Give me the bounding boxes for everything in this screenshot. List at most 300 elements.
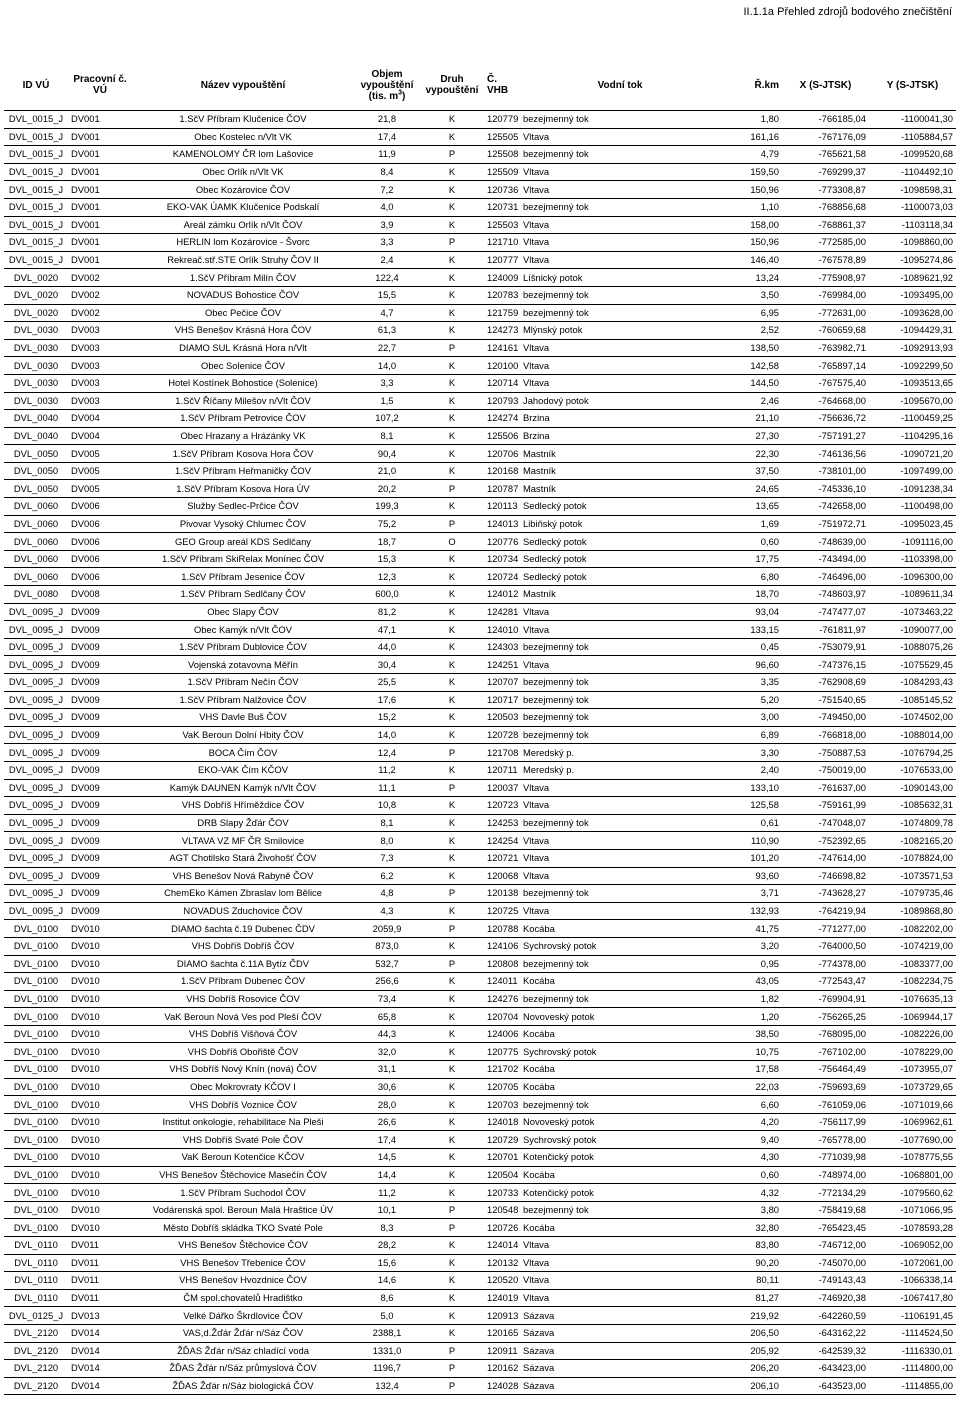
table-row xyxy=(4,1272,956,1290)
cell-river: bezejmenný tok xyxy=(523,729,589,741)
cell-vhb: 120503 xyxy=(487,711,519,723)
cell-pracovni: DV006 xyxy=(71,517,100,529)
cell-type: K xyxy=(448,1133,456,1145)
cell-id: DVL_0100 xyxy=(13,1028,59,1040)
cell-y: -1073729,65 xyxy=(900,1080,953,1092)
cell-river: bezejmenný tok xyxy=(523,641,589,653)
cell-type: K xyxy=(448,113,456,125)
cell-id: DVL_0125_J xyxy=(8,1309,64,1321)
cell-x: -764219,94 xyxy=(818,905,866,917)
cell-id: DVL_0110 xyxy=(14,1274,58,1286)
cell-volume: 8,3 xyxy=(380,1221,394,1233)
cell-y: -1069052,00 xyxy=(900,1239,953,1251)
cell-river: bezejmenný tok xyxy=(523,957,589,969)
cell-id: DVL_0110 xyxy=(14,1256,58,1268)
cell-y: -1084293,43 xyxy=(900,676,953,688)
cell-pracovni: DV009 xyxy=(71,905,100,917)
cell-id: DVL_0100 xyxy=(13,1080,59,1092)
cell-type: K xyxy=(448,377,456,389)
cell-x: -747048,07 xyxy=(818,817,866,829)
cell-x: -759693,69 xyxy=(818,1080,866,1092)
cell-pracovni: DV010 xyxy=(71,1151,100,1163)
cell-pracovni: DV006 xyxy=(71,535,100,547)
cell-km: 90,20 xyxy=(755,1256,779,1268)
cell-y: -1100498,00 xyxy=(901,500,953,512)
cell-volume: 31,1 xyxy=(377,1063,397,1075)
cell-volume: 8,4 xyxy=(380,166,394,178)
cell-pracovni: DV009 xyxy=(71,729,100,741)
cell-km: 80,11 xyxy=(756,1274,779,1286)
cell-name: NOVADUS Zduchovice ČOV xyxy=(183,905,303,917)
cell-id: DVL_0015_J xyxy=(8,254,64,266)
cell-type: K xyxy=(448,975,456,987)
cell-km: 219,92 xyxy=(750,1309,779,1321)
cell-river: Kocába xyxy=(523,922,555,934)
cell-volume: 20,2 xyxy=(377,482,397,494)
cell-id: DVL_0100 xyxy=(13,1063,59,1075)
cell-river: bezejmenný tok xyxy=(523,693,589,705)
cell-name: VHS Dobříš Hříměždice ČOV xyxy=(181,799,305,811)
table-row xyxy=(4,1307,956,1325)
cell-pracovni: DV001 xyxy=(71,130,100,142)
table-row xyxy=(4,339,956,357)
cell-id: DVL_0100 xyxy=(13,1204,59,1216)
cell-name: DRB Slapy Žďár ČOV xyxy=(197,817,289,829)
cell-pracovni: DV010 xyxy=(71,1063,100,1075)
cell-id: DVL_0095_J xyxy=(8,781,64,793)
cell-type: K xyxy=(448,869,456,881)
cell-x: -750019,00 xyxy=(818,764,866,776)
cell-river: Vltava xyxy=(523,869,550,881)
table-row xyxy=(4,181,956,199)
cell-name: VHS Benešov Třebenice ČOV xyxy=(180,1256,306,1268)
cell-y: -1067417,80 xyxy=(900,1292,953,1304)
cell-km: 2,46 xyxy=(760,394,779,406)
cell-name: DIAMO šachta č.11A Bytíz ČDV xyxy=(176,957,310,969)
cell-river: Vltava xyxy=(523,359,550,371)
cell-id: DVL_0015_J xyxy=(8,236,64,248)
cell-pracovni: DV010 xyxy=(71,992,100,1004)
cell-km: 158,00 xyxy=(750,218,779,230)
cell-x: -772631,00 xyxy=(818,306,866,318)
cell-id: DVL_2120 xyxy=(13,1362,59,1374)
cell-x: -642260,59 xyxy=(818,1309,866,1321)
table-row xyxy=(4,269,956,287)
cell-x: -756464,49 xyxy=(818,1063,866,1075)
cell-name: ŽĎAS Žďár n/Sáz průmyslová ČOV xyxy=(169,1362,317,1374)
cell-river: Kocába xyxy=(523,1028,555,1040)
cell-y: -1103398,00 xyxy=(901,553,953,565)
cell-volume: 81,2 xyxy=(377,605,397,617)
cell-y: -1077690,00 xyxy=(900,1133,953,1145)
cell-type: K xyxy=(448,412,456,424)
table-row xyxy=(4,814,956,832)
cell-volume: 1,5 xyxy=(380,394,394,406)
cell-type: K xyxy=(448,201,456,213)
cell-y: -1097499,00 xyxy=(900,465,953,477)
cell-id: DVL_0100 xyxy=(13,1168,59,1180)
cell-volume: 44,3 xyxy=(377,1028,397,1040)
cell-km: 159,50 xyxy=(750,166,779,178)
cell-river: Kocába xyxy=(523,1221,555,1233)
cell-name: ŽĎAS Žďár n/Sáz chladící voda xyxy=(177,1344,309,1356)
cell-km: 144,50 xyxy=(750,377,779,389)
header-volume: Objem vypouštění (tis. $m^3$) xyxy=(360,68,414,102)
cell-y: -1114524,50 xyxy=(901,1327,953,1339)
cell-type: P xyxy=(448,1362,456,1374)
cell-pracovni: DV005 xyxy=(71,465,100,477)
cell-y: -1078824,00 xyxy=(900,852,953,864)
cell-id: DVL_0095_J xyxy=(8,729,64,741)
cell-name: 1.SčV Příbram Suchodol ČOV xyxy=(180,1186,306,1198)
cell-id: DVL_0060 xyxy=(13,535,59,547)
cell-name: 1.SčV Příbram Dublovice ČOV xyxy=(179,641,307,653)
cell-vhb: 124303 xyxy=(487,641,519,653)
cell-type: K xyxy=(448,764,456,776)
cell-x: -746136,56 xyxy=(818,447,866,459)
cell-x: -748639,00 xyxy=(818,535,866,547)
table-row xyxy=(4,445,956,463)
cell-id: DVL_0100 xyxy=(13,957,59,969)
cell-y: -1090077,00 xyxy=(900,623,953,635)
cell-pracovni: DV003 xyxy=(71,324,100,336)
cell-y: -1095274,86 xyxy=(900,254,953,266)
cell-river: Sedlecký potok xyxy=(523,553,587,565)
cell-km: 81,27 xyxy=(755,1292,779,1304)
cell-pracovni: DV003 xyxy=(71,394,100,406)
cell-name: Obec Kamýk n/Vlt ČOV xyxy=(194,623,292,635)
cell-pracovni: DV011 xyxy=(71,1274,99,1286)
cell-volume: 11,9 xyxy=(378,148,396,160)
cell-id: DVL_0015_J xyxy=(8,201,64,213)
table-row xyxy=(4,797,956,815)
cell-type: K xyxy=(448,289,456,301)
cell-type: P xyxy=(448,887,456,899)
cell-volume: 75,2 xyxy=(377,517,397,529)
cell-y: -1066338,14 xyxy=(900,1274,953,1286)
cell-pracovni: DV009 xyxy=(71,746,100,758)
table-row xyxy=(4,533,956,551)
cell-x: -766185,04 xyxy=(818,113,866,125)
cell-river: Vltava xyxy=(523,1239,550,1251)
cell-type: K xyxy=(448,166,456,178)
cell-volume: 199,3 xyxy=(375,500,399,512)
cell-type: K xyxy=(448,1098,456,1110)
cell-name: Rekreač.stř.STE Orlík Struhy ČOV II xyxy=(167,254,319,266)
cell-volume: 14,0 xyxy=(377,359,397,371)
cell-pracovni: DV013 xyxy=(71,1309,100,1321)
cell-volume: 132,4 xyxy=(375,1380,399,1392)
cell-vhb: 120775 xyxy=(487,1045,519,1057)
cell-type: K xyxy=(448,834,456,846)
cell-y: -1090721,20 xyxy=(900,447,953,459)
cell-name: VHS Dobříš Svaté Pole ČOV xyxy=(182,1133,304,1145)
cell-type: P xyxy=(448,148,456,160)
cell-vhb: 120548 xyxy=(487,1204,519,1216)
cell-y: -1104492,10 xyxy=(901,166,953,178)
cell-x: -743494,00 xyxy=(818,553,866,565)
cell-vhb: 124012 xyxy=(487,588,519,600)
header-y: Y (S-JTSK) xyxy=(886,79,939,91)
cell-name: Obec Slapy ČOV xyxy=(207,605,279,617)
cell-name: NOVADUS Bohostice ČOV xyxy=(186,289,300,301)
cell-river: Mastník xyxy=(523,482,556,494)
cell-y: -1090143,00 xyxy=(900,781,953,793)
cell-id: DVL_0020 xyxy=(13,306,59,318)
cell-river: Vltava xyxy=(523,799,550,811)
cell-id: DVL_0100 xyxy=(13,1186,59,1198)
cell-type: K xyxy=(448,429,456,441)
cell-y: -1089621,92 xyxy=(900,271,953,283)
cell-y: -1093495,00 xyxy=(900,289,953,301)
table-row xyxy=(4,638,956,656)
cell-vhb: 121710 xyxy=(487,236,519,248)
cell-km: 205,92 xyxy=(750,1344,779,1356)
cell-name: VAS,d.Žďár Žďár n/Sáz ČOV xyxy=(182,1327,304,1339)
table-row xyxy=(4,111,956,129)
cell-volume: 14,0 xyxy=(377,729,397,741)
cell-y: -1079735,46 xyxy=(900,887,953,899)
cell-type: K xyxy=(448,465,456,477)
cell-volume: 8,0 xyxy=(380,834,394,846)
table-row xyxy=(4,1078,956,1096)
cell-pracovni: DV001 xyxy=(71,113,100,125)
cell-id: DVL_0095_J xyxy=(8,852,64,864)
cell-km: 138,50 xyxy=(750,342,779,354)
table-body xyxy=(4,111,956,1395)
table-row xyxy=(4,744,956,762)
cell-x: -753079,91 xyxy=(818,641,866,653)
cell-vhb: 120707 xyxy=(487,676,519,688)
table-row xyxy=(4,1377,956,1395)
cell-x: -772585,00 xyxy=(818,236,866,248)
cell-vhb: 120520 xyxy=(487,1274,519,1286)
cell-name: VaK Beroun Nová Ves pod Pleší ČOV xyxy=(164,1010,322,1022)
cell-vhb: 120788 xyxy=(487,922,519,934)
cell-y: -1114855,00 xyxy=(901,1380,953,1392)
cell-id: DVL_0100 xyxy=(13,940,59,952)
cell-id: DVL_0100 xyxy=(13,975,59,987)
table-row xyxy=(4,1113,956,1131)
cell-vhb: 124009 xyxy=(487,271,519,283)
cell-type: K xyxy=(448,1080,456,1092)
cell-pracovni: DV008 xyxy=(71,588,100,600)
cell-id: DVL_0040 xyxy=(13,429,59,441)
cell-id: DVL_0080 xyxy=(13,588,59,600)
cell-pracovni: DV009 xyxy=(71,641,100,653)
cell-vhb: 124106 xyxy=(487,940,519,952)
cell-x: -750887,53 xyxy=(818,746,866,758)
cell-volume: 12,4 xyxy=(377,746,397,758)
cell-volume: 47,1 xyxy=(377,623,397,635)
cell-x: -643162,22 xyxy=(818,1327,866,1339)
cell-river: Líšnický potok xyxy=(523,271,583,283)
cell-vhb: 124019 xyxy=(487,1292,519,1304)
cell-x: -767578,89 xyxy=(818,254,866,266)
cell-type: K xyxy=(448,852,456,864)
cell-volume: 65,8 xyxy=(377,1010,397,1022)
cell-river: Jahodový potok xyxy=(523,394,589,406)
cell-name: Kamýk DAUNEN Kamýk n/Vlt ČOV xyxy=(169,781,317,793)
cell-river: Sedlecký potok xyxy=(523,535,587,547)
cell-river: Sedlecký potok xyxy=(523,570,587,582)
cell-type: P xyxy=(448,957,456,969)
cell-pracovni: DV006 xyxy=(71,553,100,565)
cell-name: VHS Dobříš Nový Knín (nová) ČOV xyxy=(169,1063,317,1075)
cell-x: -766818,00 xyxy=(818,729,866,741)
cell-volume: 7,3 xyxy=(380,852,394,864)
cell-name: 1.SčV Příbram Milín ČOV xyxy=(189,271,297,283)
cell-name: EKO-VAK ÚAMK Klučenice Podskalí xyxy=(166,201,320,213)
cell-km: 206,50 xyxy=(750,1327,779,1339)
table-row xyxy=(4,146,956,164)
cell-vhb: 120787 xyxy=(487,482,519,494)
cell-name: ŽĎAS Žďár n/Sáz biologická ČOV xyxy=(172,1380,314,1392)
cell-x: -765423,45 xyxy=(818,1221,866,1233)
table-row xyxy=(4,1008,956,1026)
cell-x: -756117,99 xyxy=(819,1116,866,1128)
cell-y: -1093513,65 xyxy=(900,377,953,389)
cell-volume: 21,0 xyxy=(377,465,397,477)
cell-x: -746698,82 xyxy=(818,869,866,881)
cell-volume: 14,6 xyxy=(377,1274,397,1286)
cell-name: GEO Group areál KDS Sedlčany xyxy=(174,535,311,547)
table-row xyxy=(4,163,956,181)
cell-x: -769984,00 xyxy=(818,289,866,301)
cell-vhb: 120779 xyxy=(487,113,519,125)
cell-pracovni: DV010 xyxy=(71,1221,100,1233)
cell-type: K xyxy=(448,324,456,336)
cell-pracovni: DV014 xyxy=(71,1344,100,1356)
cell-pracovni: DV009 xyxy=(71,676,100,688)
cell-volume: 2059,9 xyxy=(372,922,402,934)
cell-vhb: 120777 xyxy=(487,254,519,266)
table-row xyxy=(4,902,956,920)
cell-y: -1091238,34 xyxy=(900,482,953,494)
cell-km: 150,96 xyxy=(750,236,779,248)
cell-y: -1082226,00 xyxy=(900,1028,953,1040)
table-row xyxy=(4,374,956,392)
cell-id: DVL_0100 xyxy=(13,1116,59,1128)
cell-river: bezejmenný tok xyxy=(523,306,589,318)
cell-pracovni: DV009 xyxy=(71,869,100,881)
cell-vhb: 121759 xyxy=(487,306,519,318)
cell-pracovni: DV010 xyxy=(71,1168,100,1180)
cell-km: 133,15 xyxy=(750,623,779,635)
cell-volume: 17,4 xyxy=(377,1133,397,1145)
cell-id: DVL_2120 xyxy=(13,1344,59,1356)
cell-x: -759161,99 xyxy=(818,799,866,811)
cell-pracovni: DV010 xyxy=(71,1010,100,1022)
cell-type: P xyxy=(448,746,456,758)
cell-pracovni: DV001 xyxy=(71,166,100,178)
cell-km: 6,89 xyxy=(760,729,779,741)
cell-y: -1082165,20 xyxy=(900,834,953,846)
cell-pracovni: DV003 xyxy=(71,377,100,389)
cell-id: DVL_0060 xyxy=(13,500,59,512)
cell-km: 6,60 xyxy=(760,1098,779,1110)
cell-volume: 61,3 xyxy=(377,324,397,336)
cell-pracovni: DV014 xyxy=(71,1362,100,1374)
cell-pracovni: DV009 xyxy=(71,781,100,793)
cell-x: -767102,00 xyxy=(818,1045,866,1057)
cell-name: 1.SčV Příbram Sedlčany ČOV xyxy=(180,588,306,600)
cell-vhb: 120138 xyxy=(487,887,519,899)
cell-river: bezejmenný tok xyxy=(523,1098,589,1110)
cell-pracovni: DV009 xyxy=(71,711,100,723)
cell-x: -738101,00 xyxy=(818,465,866,477)
cell-y: -1071066,95 xyxy=(900,1204,953,1216)
table-row xyxy=(4,1254,956,1272)
table-row xyxy=(4,955,956,973)
table-row xyxy=(4,621,956,639)
cell-pracovni: DV011 xyxy=(71,1292,99,1304)
pollution-sources-table xyxy=(4,60,956,1395)
cell-vhb: 125508 xyxy=(487,148,519,160)
cell-y: -1106191,45 xyxy=(901,1309,953,1321)
cell-name: Obec Kostelec n/Vlt VK xyxy=(194,130,292,142)
cell-id: DVL_0015_J xyxy=(8,166,64,178)
cell-volume: 15,3 xyxy=(377,553,397,565)
cell-id: DVL_0020 xyxy=(13,271,59,283)
cell-id: DVL_0100 xyxy=(13,1151,59,1163)
cell-river: Sychrovský potok xyxy=(523,1133,597,1145)
cell-y: -1098598,31 xyxy=(900,183,953,195)
cell-x: -751972,71 xyxy=(818,517,866,529)
table-row xyxy=(4,568,956,586)
cell-y: -1100041,30 xyxy=(901,113,953,125)
cell-y: -1095670,00 xyxy=(900,394,953,406)
cell-y: -1088014,00 xyxy=(900,729,953,741)
cell-type: K xyxy=(448,940,456,952)
cell-vhb: 121702 xyxy=(487,1063,519,1075)
cell-river: Vltava xyxy=(523,254,550,266)
table-row xyxy=(4,216,956,234)
cell-name: Velké Dářko Škrdlovice ČOV xyxy=(183,1309,303,1321)
table-row xyxy=(4,603,956,621)
cell-river: Vltava xyxy=(523,130,550,142)
cell-name: VHS Benešov Nová Rabyně ČOV xyxy=(172,869,314,881)
cell-x: -758419,68 xyxy=(818,1204,866,1216)
cell-type: P xyxy=(448,236,456,248)
cell-name: Obec Hrazany a Hrázánky VK xyxy=(180,429,306,441)
cell-vhb: 124276 xyxy=(487,992,519,1004)
cell-name: DIAMO SUL Krásná Hora n/Vlt xyxy=(179,342,307,354)
table-row xyxy=(4,937,956,955)
cell-vhb: 120504 xyxy=(487,1168,519,1180)
cell-vhb: 120736 xyxy=(487,183,519,195)
cell-river: Sychrovský potok xyxy=(523,940,597,952)
cell-volume: 12,3 xyxy=(377,570,397,582)
cell-km: 32,80 xyxy=(755,1221,779,1233)
table-row xyxy=(4,1166,956,1184)
cell-pracovni: DV010 xyxy=(71,1045,100,1057)
cell-type: K xyxy=(448,1010,456,1022)
cell-id: DVL_0100 xyxy=(13,1010,59,1022)
cell-km: 38,50 xyxy=(755,1028,779,1040)
cell-river: Sychrovský potok xyxy=(523,1045,597,1057)
cell-river: Kocába xyxy=(523,1063,555,1075)
cell-name: VHS Dobříš Dobříš ČOV xyxy=(191,940,295,952)
cell-volume: 873,0 xyxy=(375,940,399,952)
cell-river: Mastník xyxy=(523,588,556,600)
cell-km: 133,10 xyxy=(750,781,779,793)
cell-vhb: 124028 xyxy=(487,1380,519,1392)
cell-x: -743628,27 xyxy=(818,887,866,899)
cell-volume: 8,6 xyxy=(380,1292,394,1304)
cell-volume: 256,6 xyxy=(375,975,399,987)
table-row xyxy=(4,392,956,410)
